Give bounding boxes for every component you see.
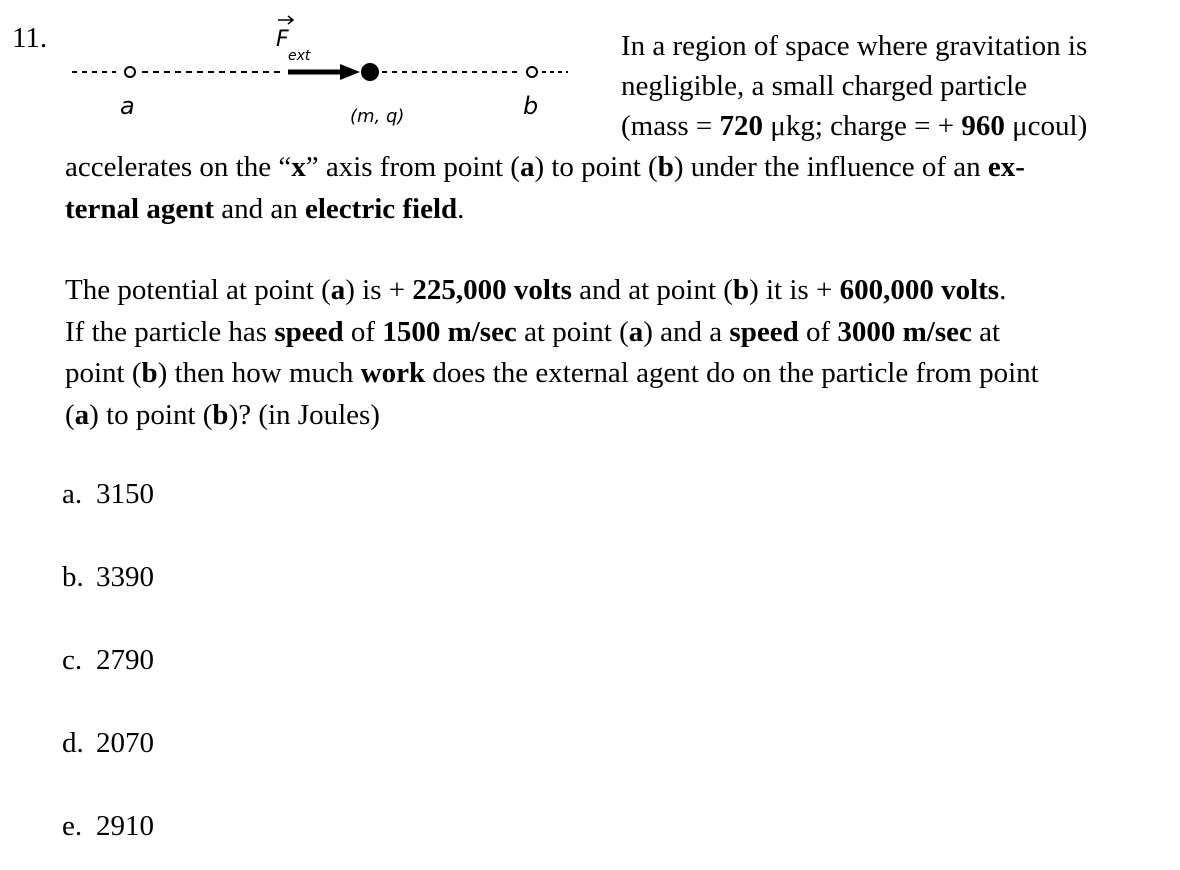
choice-e[interactable]: e. 2910 bbox=[62, 810, 154, 842]
charge-value: 960 bbox=[961, 110, 1005, 142]
intro-line-3: (mass = 720 μkg; charge = + 960 μcoul) bbox=[621, 110, 1088, 142]
choice-a-value: 3150 bbox=[96, 478, 154, 510]
problem-intro bbox=[621, 26, 1161, 146]
intro-line-1: In a region of space where gravitation is bbox=[621, 30, 1088, 62]
choice-d[interactable]: d. 2070 bbox=[62, 727, 154, 759]
question-line-3: point (b) then how much work does the external agent do on the particle from point bbox=[65, 357, 1039, 389]
force-arrow-head bbox=[340, 64, 360, 80]
point-b-marker bbox=[527, 67, 537, 77]
continuation-line-2: ternal agent and an electric field. bbox=[65, 193, 465, 225]
question-line-2: If the particle has speed of 1500 m/sec at point (a) and a speed of 3000 m/sec at bbox=[65, 315, 1001, 348]
choice-c[interactable]: c. 2790 bbox=[62, 644, 154, 676]
choice-e-value: 2910 bbox=[96, 810, 154, 842]
choice-b-value: 3390 bbox=[96, 561, 154, 593]
intro-line-2: negligible, a small charged particle bbox=[621, 70, 1028, 102]
particle-marker bbox=[361, 63, 379, 81]
point-a-label: a bbox=[120, 92, 135, 120]
choice-a[interactable]: a. 3150 bbox=[62, 478, 154, 510]
mass-value: 720 bbox=[719, 110, 764, 142]
particle-label: (m, q) bbox=[350, 106, 405, 127]
point-a-marker bbox=[125, 67, 135, 77]
question-line-4: (a) to point (b)? (in Joules) bbox=[65, 398, 380, 431]
point-b-label: b bbox=[523, 92, 539, 120]
question-number: 11. bbox=[12, 22, 48, 54]
continuation-line-1: accelerates on the “x” axis from point (a) to point (b) under the influence of an ex- bbox=[65, 151, 1025, 183]
particle-diagram bbox=[60, 10, 600, 130]
choice-c-value: 2790 bbox=[96, 644, 154, 676]
question-line-1: The potential at point (a) is + 225,000 volts and at point (b) it is + 600,000 volts. bbox=[65, 274, 1007, 306]
force-subscript: ext bbox=[288, 48, 311, 64]
choice-b[interactable]: b. 3390 bbox=[62, 561, 154, 593]
choice-d-value: 2070 bbox=[96, 727, 154, 759]
problem-continuation bbox=[65, 146, 1165, 230]
problem-question bbox=[65, 270, 1165, 436]
force-label: F bbox=[276, 27, 289, 52]
